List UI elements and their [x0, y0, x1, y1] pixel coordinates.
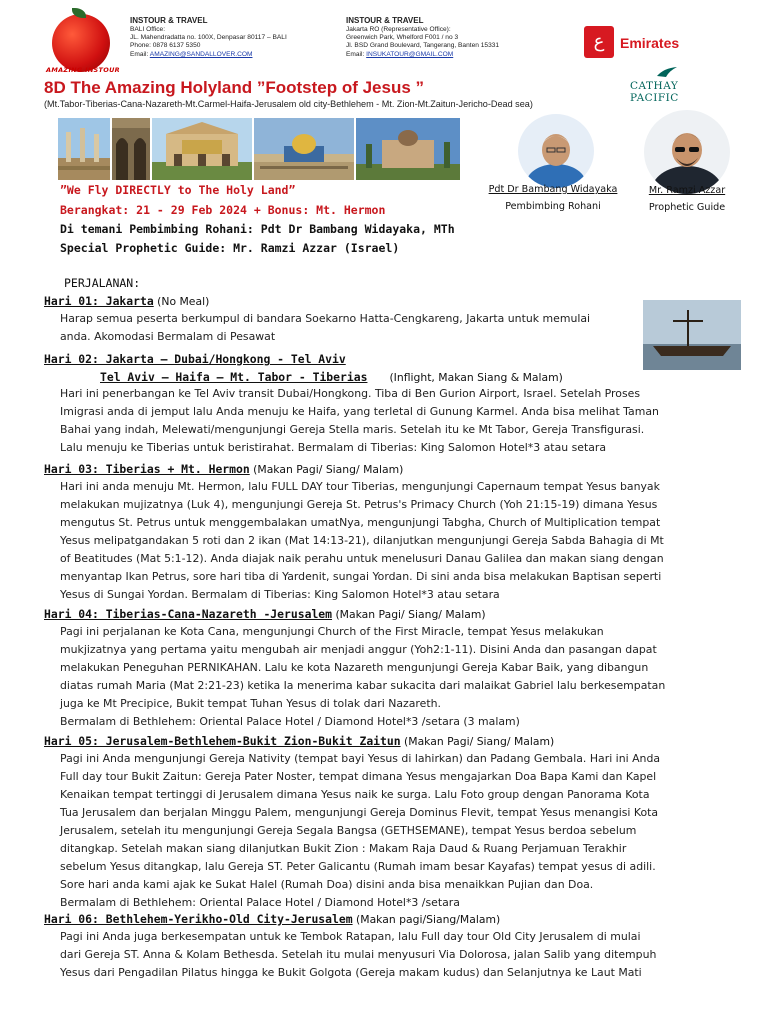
- body-line: Pagi ini Anda juga berkesempatan untuk ke Tembok Ratapan, lalu Full day tour Old City Jerusalem di mulai: [60, 930, 641, 943]
- body-line: Bermalam di Bethlehem: Oriental Palace Hotel / Diamond Hotel*3 /setara (3 malam): [60, 715, 520, 728]
- person1-role: Pembimbing Rohani: [505, 201, 601, 212]
- portrait-ramzi-azzar: [644, 110, 730, 194]
- itinerary-heading: PERJALANAN:: [64, 276, 141, 290]
- body-line: mukjizatnya yang pertama yaitu mengubah air menjadi anggur (Yoh2:1-11). Disini Anda dan pasangan dapat: [60, 643, 657, 656]
- body-line: juga ke Mt Precipice, Bukit tempat Tuhan Yesus di tolak dari Nazareth.: [60, 697, 441, 710]
- body-line: diatas rumah Maria (Mat 2:21-23) ketika Ia menerima kabar sukacita dari malaikat Gabriel lalu berkesempatan: [60, 679, 666, 692]
- bali-office-block: [130, 16, 330, 59]
- body-line: Harap semua peserta berkumpul di bandara Soekarno Hatta-Cengkareng, Jakarta untuk memulai: [60, 312, 591, 325]
- photo-jesus-boat: [643, 300, 741, 370]
- day-5-title: Hari 05: Jerusalem-Bethlehem-Bukit Zion-Bukit Zaitun: [44, 734, 401, 748]
- body-line: Lalu menuju ke Tiberias untuk beristirahat. Bermalam di Tiberias: King Salomon Hotel*3 atau setara: [60, 441, 607, 454]
- body-line: Pagi ini Anda mengunjungi Gereja Nativity (tempat bayi Yesus di lahirkan) dan Padang Gembala. Hari ini Anda: [60, 752, 661, 765]
- jakarta-office-address-1: Greenwich Park, Whelford F001 / no 3: [346, 34, 459, 42]
- body-line: dari Gereja ST. Anna & Kolam Bethesda. Setelah itu mulai menyusuri Via Dolorosa, jalan Salib yang ditempuh: [60, 948, 657, 961]
- body-line: Sore hari anda kami ajak ke Sukat Halel (Rumah Doa) disini anda bisa menaikkan Pujian dan Doa.: [60, 878, 594, 891]
- photo-church-galilee: [356, 118, 460, 180]
- day-2-heading: [44, 352, 346, 366]
- day-2-subtitle: Tel Aviv – Haifa – Mt. Tabor - Tiberias: [100, 370, 368, 384]
- photo-ruins: [58, 118, 110, 180]
- emirates-logo: [582, 24, 700, 60]
- body-line: Kenaikan tempat tertinggi di Jerusalem dimana Yesus naik ke surga. Lalu Foto group dengan Panorama Kota: [60, 788, 650, 801]
- day-4-title: Hari 04: Tiberias-Cana-Nazareth -Jerusalem: [44, 607, 333, 621]
- day-4-heading: [44, 607, 486, 621]
- body-line: melakukan mujizatnya (Luk 4), mengunjungi Gereja St. Petrus's Primacy Church (Yoh 21:15-19) dimana Yesus: [60, 498, 658, 511]
- day-5-heading: [44, 734, 554, 748]
- portrait-bambang-widayaka: [518, 114, 594, 188]
- body-line: anda. Akomodasi Bermalam di Pesawat: [60, 330, 276, 343]
- logo-caption: AMAZING INSTOUR: [46, 66, 120, 74]
- body-line: ditangkap. Setelah makan siang dilanjutkan Bukit Zion : Makam Raja Daud & Ruang Perjamuan Terakhir: [60, 842, 627, 855]
- bali-office-phone: Phone: 0878 6137 5350: [130, 42, 201, 50]
- jakarta-office-address-2: Jl. BSD Grand Boulevard, Tangerang, Banten 15331: [346, 42, 500, 50]
- cathay-pacific-logo: [630, 66, 730, 104]
- photo-arches: [112, 118, 150, 180]
- day-1-body: [60, 310, 715, 346]
- day-4-body: [60, 623, 715, 731]
- day-3-title: Hari 03: Tiberias + Mt. Hermon: [44, 462, 250, 476]
- jakarta-office-email-link[interactable]: INSUKATOUR@GMAIL.COM: [366, 50, 454, 58]
- day-2-subheading: [100, 370, 563, 384]
- body-line: Imigrasi anda di jemput lalu Anda menuju ke Haifa, yang terletal di Gunung Karmel. Anda bisa melihat Taman: [60, 405, 659, 418]
- tagline: ”We Fly DIRECTLY to The Holy Land”: [60, 183, 296, 197]
- body-line: Tua Jerusalem dan berjalan Minggu Palem, mengunjungi Gereja Dominus Flevit, tempat Yesus menangisi Kota: [60, 806, 659, 819]
- day-6-title: Hari 06: Bethlehem-Yerikho-Old City-Jerusalem: [44, 912, 353, 926]
- cathay-brushwing-icon: [656, 66, 678, 78]
- day-5-meals: (Makan Pagi/ Siang/ Malam): [400, 735, 555, 748]
- email-label: Email:: [130, 50, 149, 58]
- day-2-title: Hari 02: Jakarta – Dubai/Hongkong - Tel Aviv: [44, 352, 346, 366]
- day-6-meals: (Makan pagi/Siang/Malam): [352, 913, 501, 926]
- person2-role: Prophetic Guide: [648, 202, 726, 213]
- day-4-meals: (Makan Pagi/ Siang/ Malam): [332, 608, 486, 621]
- body-line: Yesus dari Pengadilan Pilatus hingga ke Bukit Golgota (Gereja makam kudus) dan Selanjutnya ke Laut Mati: [60, 966, 642, 979]
- day-6-heading: [44, 912, 500, 926]
- body-line: Pagi ini perjalanan ke Kota Cana, mengunjungi Church of the First Miracle, tempat Yesus melakukan: [60, 625, 604, 638]
- company-logo: [52, 14, 110, 72]
- body-line: Bahai yang indah, Melewati/mengunjungi Gereja Stella maris. Setelah itu ke Mt Tabor, Gereja Transfigurasi.: [60, 423, 645, 436]
- departure-date: Berangkat: 21 - 29 Feb 2024 + Bonus: Mt. Hermon: [60, 203, 386, 217]
- body-line: Hari ini anda menuju Mt. Hermon, lalu FULL DAY tour Tiberias, mengunjungi Capernaum tempat Yesus banyak: [60, 480, 660, 493]
- jakarta-office-heading: INSTOUR & TRAVEL: [346, 16, 424, 25]
- body-line: sebelum Yesus ditangkap, lalu Gereja ST. Peter Galicantu (Rumah imam besar Kayafas) tempat yesus di adili.: [60, 860, 656, 873]
- page-title: 8D The Amazing Holyland ”Footstep of Jesus ”: [44, 78, 425, 97]
- person2-name: Mr. Ramzi Azzar: [648, 185, 726, 196]
- body-line: mengutus St. Petrus untuk menggembalakan umatNya, mengunjungi Tabgha, Church of Multiplication tempat: [60, 516, 661, 529]
- body-line: menyantap Ikan Petrus, sore hari tiba di Yardenit, sungai Yordan. Di sini anda bisa melakukan Baptisan seperti: [60, 570, 662, 583]
- person1-name: Pdt Dr Bambang Widayaka: [488, 184, 618, 195]
- day-1-heading: [44, 294, 209, 308]
- body-line: Bermalam di Bethlehem: Oriental Palace Hotel / Diamond Hotel*3 /setara: [60, 896, 460, 909]
- bali-office-heading: INSTOUR & TRAVEL: [130, 16, 208, 25]
- body-line: melakukan Peneguhan PERNIKAHAN. Lalu ke kota Nazareth mengunjungi Gereja Kabar Baik, yang dibangun: [60, 661, 649, 674]
- body-line: Full day tour Bukit Zaitun: Gereja Pater Noster, tempat dimana Yesus mengajarkan Doa Bapa Kami dan Kapel: [60, 770, 657, 783]
- body-line: Yesus melipatgandakan 5 roti dan 2 ikan (Mat 14:13-21), dilanjutkan mengunjungi Gereja Sabda Bahagia di Mt: [60, 534, 664, 547]
- bali-office-label: BALI Office:: [130, 26, 166, 33]
- body-line: Hari ini penerbangan ke Tel Aviv transit Dubai/Hongkong. Tiba di Ben Gurion Airport, Israel. Setelah Proses: [60, 387, 641, 400]
- day-3-meals: (Makan Pagi/ Siang/ Malam): [249, 463, 404, 476]
- jakarta-office-label: Jakarta RO (Representative Office):: [346, 26, 451, 33]
- day-6-body: [60, 928, 715, 982]
- jakarta-office-email-row: [346, 51, 566, 59]
- spiritual-guide-line: Di temani Pembimbing Rohani: Pdt Dr Bambang Widayaka, MTh: [60, 222, 455, 236]
- day-3-body: [60, 478, 715, 604]
- photo-dome-of-the-rock: [254, 118, 354, 180]
- emirates-emblem-icon: ع: [584, 26, 614, 58]
- body-line: Jerusalem, setelah itu mengunjungi Gereja Segala Bangsa (GETHSEMANE), tempat Yesus berdoa sebelum: [60, 824, 637, 837]
- day-2-body: [60, 385, 715, 457]
- jakarta-office-block: [346, 16, 566, 59]
- bali-office-email-link[interactable]: AMAZING@SANDALLOVER.COM: [149, 50, 253, 58]
- emirates-wordmark: Emirates: [620, 35, 680, 51]
- body-line: of Beatitudes (Mat 5:1-12). Anda diajak naik perahu untuk menelusuri Danau Galilea dan makan siang dengan: [60, 552, 664, 565]
- day-2-meals: (Inflight, Makan Siang & Malam): [389, 371, 563, 384]
- body-line: Yesus di Sungai Yordan. Bermalam di Tiberias: King Salomon Hotel*3 atau setara: [60, 588, 500, 601]
- day-3-heading: [44, 462, 403, 476]
- day-5-body: [60, 750, 715, 912]
- day-1-meals: (No Meal): [153, 295, 210, 308]
- bali-office-email-row: [130, 51, 330, 59]
- prophetic-guide-line: Special Prophetic Guide: Mr. Ramzi Azzar (Israel): [60, 241, 400, 255]
- email-label: Email:: [346, 50, 365, 58]
- photo-church-all-nations: [152, 118, 252, 180]
- cathay-wordmark: CATHAY PACIFIC: [630, 80, 679, 104]
- route-subtitle: (Mt.Tabor-Tiberias-Cana-Nazareth-Mt.Carmel-Haifa-Jerusalem old city-Bethlehem - Mt. Zion-Mt.Zaitun-Jericho-Dead sea): [44, 99, 533, 109]
- day-1-title: Hari 01: Jakarta: [44, 294, 154, 308]
- bali-office-address: JL. Mahendradatta no. 100X, Denpasar 80117 – BALI: [130, 34, 287, 42]
